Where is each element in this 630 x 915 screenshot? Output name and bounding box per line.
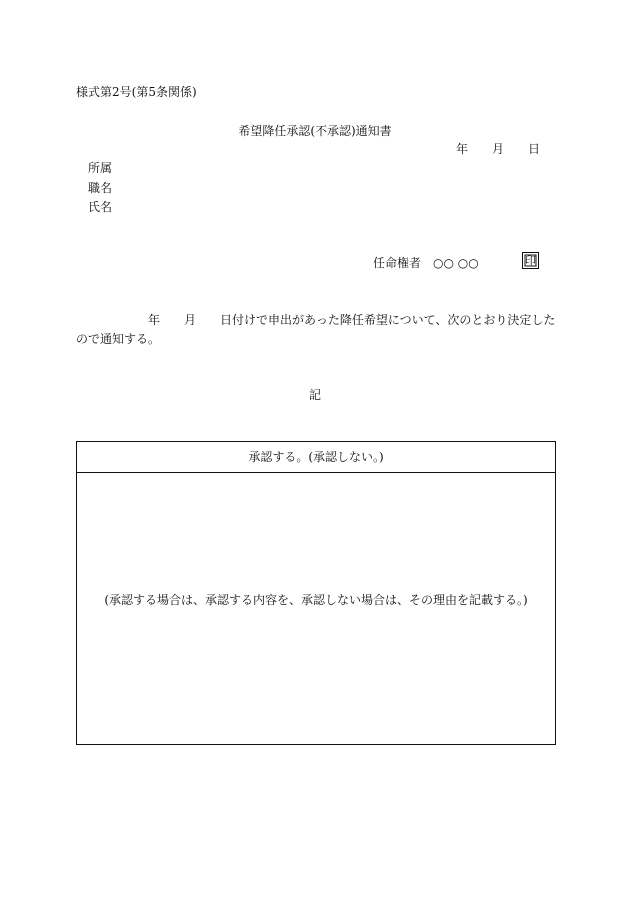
date-day: 日 xyxy=(528,142,541,156)
appointer-name: ○○ ○○ xyxy=(433,256,479,270)
recipient-position: 職名 xyxy=(88,180,113,195)
date-year: 年 xyxy=(456,142,469,156)
recipient-affiliation: 所属 xyxy=(88,161,113,175)
decision-box xyxy=(76,441,556,745)
document-title: 希望降任承認(不承認)通知書 xyxy=(238,124,392,138)
note-heading: 記 xyxy=(308,388,321,402)
body-text-line1: 日付けで申出があった降任希望について、次のとおり決定した xyxy=(220,313,556,327)
appointer-label: 任命権者 xyxy=(373,256,422,270)
recipient-block xyxy=(88,160,112,219)
body-year: 年 xyxy=(148,313,161,327)
recipient-name: 氏名 xyxy=(88,200,113,214)
form-number: 様式第2号(第5条関係) xyxy=(76,85,197,99)
date-month: 月 xyxy=(492,142,505,156)
notice-body xyxy=(76,311,556,349)
appointer-line xyxy=(373,255,479,271)
date-line xyxy=(456,141,540,157)
seal-stamp: 印 xyxy=(522,252,539,269)
decision-box-instruction: (承認する場合は、承認する内容を、承認しない場合は、その理由を記載する。) xyxy=(104,593,528,607)
body-month: 月 xyxy=(184,313,197,327)
body-text-line2: ので通知する。 xyxy=(76,332,161,346)
decision-box-header: 承認する。(承認しない。) xyxy=(77,442,555,473)
